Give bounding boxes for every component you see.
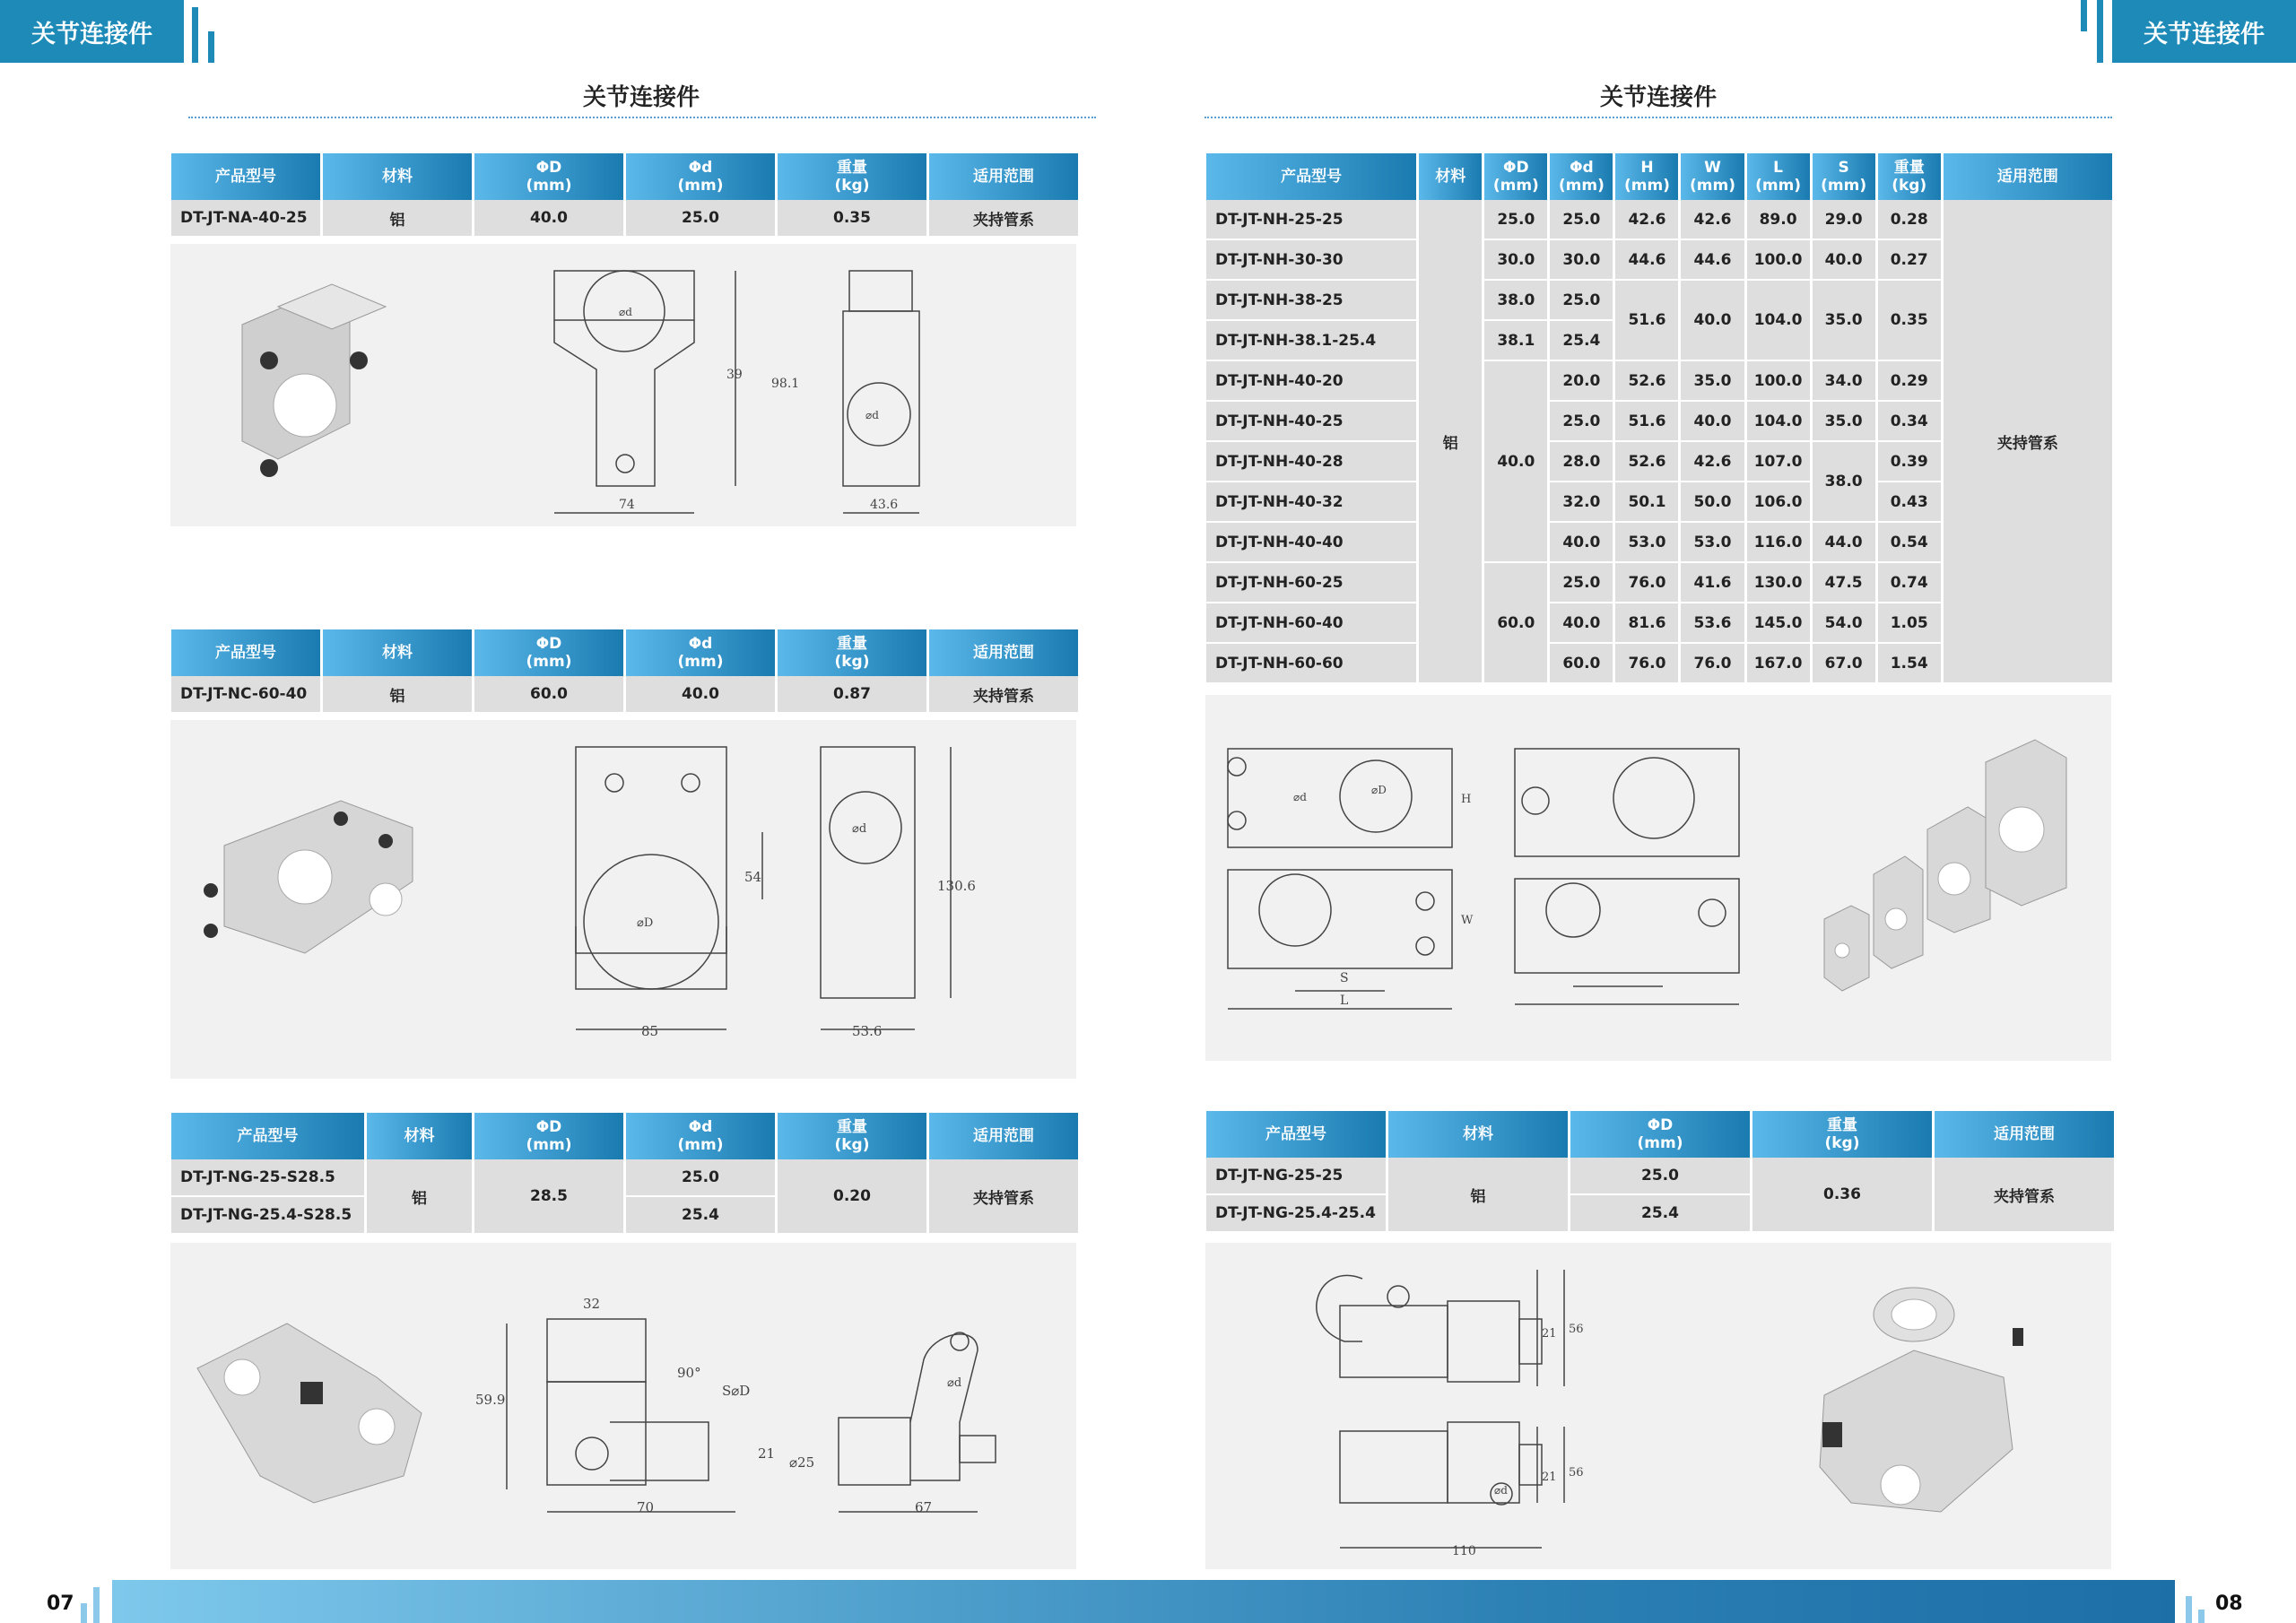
ng2-spec-table bbox=[1204, 1111, 2117, 1233]
table-cell-D: 40.0 bbox=[474, 200, 623, 238]
table-cell-weight: 0.27 bbox=[1878, 240, 1941, 281]
table-cell-S: 54.0 bbox=[1813, 603, 1875, 644]
nh-dim-D: ⌀D bbox=[1371, 784, 1387, 796]
table-cell-L: 100.0 bbox=[1747, 361, 1810, 402]
table-cell-d: 25.4 bbox=[1550, 321, 1613, 361]
right-title-divider bbox=[1205, 117, 2112, 118]
table-cell-weight: 0.36 bbox=[1752, 1158, 1932, 1233]
nh-drawing-panel bbox=[1205, 695, 2111, 1061]
table-cell-L: 104.0 bbox=[1747, 281, 1810, 361]
col-header-D: ΦD (mm) bbox=[474, 629, 623, 676]
table-cell-d: 25.0 bbox=[626, 1159, 775, 1197]
ng-dim-angle: 90° bbox=[677, 1365, 701, 1381]
table-cell-L: 116.0 bbox=[1747, 523, 1810, 563]
footer-bar bbox=[112, 1580, 2175, 1623]
col-header-weight: 重量 (kg) bbox=[778, 629, 926, 676]
header-accent-bar bbox=[2081, 0, 2087, 31]
table-cell-material: 铝 bbox=[1419, 200, 1482, 684]
table-cell-L: 106.0 bbox=[1747, 482, 1810, 523]
ng-spec-table bbox=[169, 1113, 1081, 1235]
table-cell-material: 铝 bbox=[367, 1159, 472, 1235]
table-cell-d: 28.0 bbox=[1550, 442, 1613, 482]
table-cell-model: DT-JT-NH-60-25 bbox=[1206, 563, 1416, 603]
nh-dim-L: L bbox=[1340, 994, 1349, 1008]
ng2-product-render bbox=[1820, 1288, 2023, 1512]
table-cell-D: 30.0 bbox=[1484, 240, 1547, 281]
header-accent-bar bbox=[208, 31, 214, 63]
table-cell-H: 51.6 bbox=[1615, 402, 1678, 442]
table-cell-W: 40.0 bbox=[1681, 281, 1744, 361]
col-header-model: 产品型号 bbox=[1206, 153, 1416, 200]
table-cell-model: DT-JT-NG-25.4-25.4 bbox=[1206, 1195, 1386, 1233]
table-cell-W: 50.0 bbox=[1681, 482, 1744, 523]
table-cell-L: 130.0 bbox=[1747, 563, 1810, 603]
col-header-model: 产品型号 bbox=[171, 153, 320, 200]
table-cell-H: 51.6 bbox=[1615, 281, 1678, 361]
ng2-dim-h1: 21 bbox=[1542, 1327, 1557, 1341]
ng2-technical-drawing bbox=[1205, 1243, 2111, 1569]
table-cell-model: DT-JT-NH-40-32 bbox=[1206, 482, 1416, 523]
table-cell-W: 53.0 bbox=[1681, 523, 1744, 563]
nc-spec-table bbox=[169, 629, 1081, 714]
table-cell-usage: 夹持管系 bbox=[929, 200, 1078, 238]
nh-dim-H: H bbox=[1461, 793, 1472, 806]
table-cell-S: 34.0 bbox=[1813, 361, 1875, 402]
table-cell-L: 89.0 bbox=[1747, 200, 1810, 240]
na-dim-d: ⌀d bbox=[619, 306, 632, 318]
table-cell-model: DT-JT-NH-40-20 bbox=[1206, 361, 1416, 402]
table-cell-H: 52.6 bbox=[1615, 442, 1678, 482]
ng-dim-d25: ⌀25 bbox=[789, 1454, 815, 1471]
ng-technical-drawing bbox=[170, 1243, 1076, 1569]
nh-technical-drawing bbox=[1205, 695, 2111, 1061]
left-header-tab: 关节连接件 bbox=[0, 0, 184, 63]
table-cell-model: DT-JT-NG-25.4-S28.5 bbox=[171, 1197, 364, 1235]
table-cell-material: 铝 bbox=[323, 200, 472, 238]
col-header-L: L (mm) bbox=[1747, 153, 1810, 200]
table-cell-W: 42.6 bbox=[1681, 442, 1744, 482]
ng-dim-w2: 67 bbox=[915, 1499, 933, 1515]
col-header-weight: 重量 (kg) bbox=[778, 1113, 926, 1159]
table-cell-H: 52.6 bbox=[1615, 361, 1678, 402]
na-technical-drawing bbox=[170, 244, 1076, 526]
footer-accent-bar bbox=[93, 1587, 100, 1623]
footer-accent-bar bbox=[2198, 1610, 2205, 1623]
table-cell-S: 67.0 bbox=[1813, 644, 1875, 684]
table-cell-D: 60.0 bbox=[474, 676, 623, 714]
col-header-D: ΦD (mm) bbox=[474, 1113, 623, 1159]
table-cell-d: 25.4 bbox=[626, 1197, 775, 1235]
table-cell-d: 25.0 bbox=[1550, 402, 1613, 442]
table-cell-model: DT-JT-NH-38.1-25.4 bbox=[1206, 321, 1416, 361]
footer-accent-bar bbox=[2186, 1596, 2192, 1623]
table-cell-weight: 0.35 bbox=[1878, 281, 1941, 361]
table-cell-H: 76.0 bbox=[1615, 644, 1678, 684]
col-header-model: 产品型号 bbox=[171, 1113, 364, 1159]
table-cell-weight: 0.20 bbox=[778, 1159, 926, 1235]
nc-dim-h2: 130.6 bbox=[937, 878, 976, 894]
table-cell-model: DT-JT-NH-30-30 bbox=[1206, 240, 1416, 281]
col-header-d: Φd (mm) bbox=[626, 1113, 775, 1159]
table-cell-S: 47.5 bbox=[1813, 563, 1875, 603]
table-cell-weight: 1.54 bbox=[1878, 644, 1941, 684]
table-cell-model: DT-JT-NH-60-40 bbox=[1206, 603, 1416, 644]
nc-drawing-panel bbox=[170, 720, 1076, 1079]
table-cell-D: 40.0 bbox=[1484, 361, 1547, 563]
table-cell-model: DT-JT-NH-40-25 bbox=[1206, 402, 1416, 442]
col-header-material: 材料 bbox=[367, 1113, 472, 1159]
col-header-d: Φd (mm) bbox=[1550, 153, 1613, 200]
table-cell-S: 38.0 bbox=[1813, 442, 1875, 523]
table-cell-weight: 0.54 bbox=[1878, 523, 1941, 563]
col-header-model: 产品型号 bbox=[1206, 1111, 1386, 1158]
table-cell-S: 29.0 bbox=[1813, 200, 1875, 240]
table-cell-W: 53.6 bbox=[1681, 603, 1744, 644]
nc-dim-w2: 53.6 bbox=[852, 1023, 883, 1039]
nc-dim-h1: 54 bbox=[744, 869, 762, 885]
table-cell-L: 107.0 bbox=[1747, 442, 1810, 482]
table-cell-H: 42.6 bbox=[1615, 200, 1678, 240]
ng-dim-w: 70 bbox=[637, 1499, 655, 1515]
ng2-dim-w: 110 bbox=[1452, 1544, 1476, 1558]
col-header-weight: 重量 (kg) bbox=[1878, 153, 1941, 200]
table-cell-L: 100.0 bbox=[1747, 240, 1810, 281]
nh-spec-table bbox=[1204, 153, 2115, 684]
na-dim-h1: 39 bbox=[726, 368, 743, 382]
table-cell-H: 44.6 bbox=[1615, 240, 1678, 281]
table-cell-usage: 夹持管系 bbox=[1935, 1158, 2114, 1233]
table-cell-model: DT-JT-NH-60-60 bbox=[1206, 644, 1416, 684]
table-cell-d: 25.0 bbox=[1550, 563, 1613, 603]
table-cell-weight: 1.05 bbox=[1878, 603, 1941, 644]
table-cell-W: 44.6 bbox=[1681, 240, 1744, 281]
table-cell-W: 35.0 bbox=[1681, 361, 1744, 402]
table-cell-weight: 0.34 bbox=[1878, 402, 1941, 442]
ng-dim-sd: S⌀D bbox=[722, 1383, 751, 1399]
table-cell-D: 25.0 bbox=[1484, 200, 1547, 240]
nc-technical-drawing bbox=[170, 720, 1076, 1079]
table-cell-model: DT-JT-NH-38-25 bbox=[1206, 281, 1416, 321]
table-cell-usage: 夹持管系 bbox=[929, 676, 1078, 714]
table-cell-usage: 夹持管系 bbox=[929, 1159, 1078, 1235]
col-header-material: 材料 bbox=[1419, 153, 1482, 200]
table-cell-D: 60.0 bbox=[1484, 563, 1547, 684]
table-cell-W: 41.6 bbox=[1681, 563, 1744, 603]
col-header-usage: 适用范围 bbox=[929, 1113, 1078, 1159]
table-cell-material: 铝 bbox=[323, 676, 472, 714]
table-cell-usage: 夹持管系 bbox=[1944, 200, 2112, 684]
table-cell-model: DT-JT-NH-40-40 bbox=[1206, 523, 1416, 563]
nh-dim-d: ⌀d bbox=[1293, 791, 1307, 803]
na-dim-d2: ⌀d bbox=[865, 409, 879, 421]
table-cell-D: 38.1 bbox=[1484, 321, 1547, 361]
table-cell-model: DT-JT-NA-40-25 bbox=[171, 200, 320, 238]
col-header-material: 材料 bbox=[323, 153, 472, 200]
table-cell-weight: 0.87 bbox=[778, 676, 926, 714]
ng-dim-h: 59.9 bbox=[475, 1392, 506, 1408]
col-header-d: Φd (mm) bbox=[626, 629, 775, 676]
table-cell-weight: 0.43 bbox=[1878, 482, 1941, 523]
table-cell-d: 25.0 bbox=[1550, 200, 1613, 240]
table-cell-d: 20.0 bbox=[1550, 361, 1613, 402]
col-header-model: 产品型号 bbox=[171, 629, 320, 676]
na-spec-table bbox=[169, 153, 1081, 238]
left-title-divider bbox=[188, 117, 1096, 118]
col-header-d: Φd (mm) bbox=[626, 153, 775, 200]
table-cell-H: 76.0 bbox=[1615, 563, 1678, 603]
table-cell-d: 30.0 bbox=[1550, 240, 1613, 281]
left-page-title: 关节连接件 bbox=[582, 84, 700, 111]
col-header-weight: 重量 (kg) bbox=[778, 153, 926, 200]
table-cell-D: 38.0 bbox=[1484, 281, 1547, 321]
col-header-D: ΦD (mm) bbox=[1570, 1111, 1750, 1158]
na-dim-w2: 43.6 bbox=[870, 498, 899, 512]
table-cell-d: 40.0 bbox=[1550, 603, 1613, 644]
nc-dim-D: ⌀D bbox=[637, 916, 654, 930]
table-cell-H: 81.6 bbox=[1615, 603, 1678, 644]
header-accent-bar bbox=[192, 7, 198, 63]
table-cell-weight: 0.74 bbox=[1878, 563, 1941, 603]
col-header-D: ΦD (mm) bbox=[1484, 153, 1547, 200]
col-header-usage: 适用范围 bbox=[1944, 153, 2112, 200]
col-header-material: 材料 bbox=[1388, 1111, 1568, 1158]
right-page-title: 关节连接件 bbox=[1599, 84, 1717, 111]
ng-drawing-panel bbox=[170, 1243, 1076, 1569]
table-cell-d: 25.0 bbox=[626, 200, 775, 238]
table-cell-S: 35.0 bbox=[1813, 402, 1875, 442]
table-cell-W: 42.6 bbox=[1681, 200, 1744, 240]
table-cell-model: DT-JT-NC-60-40 bbox=[171, 676, 320, 714]
table-cell-S: 35.0 bbox=[1813, 281, 1875, 361]
na-drawing-panel bbox=[170, 244, 1076, 526]
col-header-usage: 适用范围 bbox=[929, 629, 1078, 676]
table-cell-model: DT-JT-NH-40-28 bbox=[1206, 442, 1416, 482]
col-header-weight: 重量 (kg) bbox=[1752, 1111, 1932, 1158]
right-header-tab: 关节连接件 bbox=[2112, 0, 2296, 63]
na-dim-w: 74 bbox=[619, 498, 635, 512]
table-cell-H: 50.1 bbox=[1615, 482, 1678, 523]
ng-dim-d: ⌀d bbox=[947, 1376, 962, 1390]
ng2-drawing-panel bbox=[1205, 1243, 2111, 1569]
nh-dim-W: W bbox=[1461, 914, 1474, 927]
nh-dim-S: S bbox=[1340, 971, 1349, 985]
header-accent-bar bbox=[2097, 0, 2103, 63]
col-header-material: 材料 bbox=[323, 629, 472, 676]
nc-product-render bbox=[204, 801, 413, 953]
col-header-S: S (mm) bbox=[1813, 153, 1875, 200]
table-cell-L: 145.0 bbox=[1747, 603, 1810, 644]
ng2-dim-h2: 56 bbox=[1569, 1323, 1584, 1336]
col-header-D: ΦD (mm) bbox=[474, 153, 623, 200]
table-cell-L: 167.0 bbox=[1747, 644, 1810, 684]
table-cell-model: DT-JT-NG-25-S28.5 bbox=[171, 1159, 364, 1197]
nh-product-renders bbox=[1824, 740, 2066, 991]
table-cell-weight: 0.35 bbox=[778, 200, 926, 238]
table-cell-H: 53.0 bbox=[1615, 523, 1678, 563]
nc-dim-w: 85 bbox=[641, 1023, 659, 1039]
na-dim-h2: 98.1 bbox=[771, 377, 800, 391]
table-cell-d: 25.0 bbox=[1550, 281, 1613, 321]
table-cell-D: 28.5 bbox=[474, 1159, 623, 1235]
table-cell-S: 40.0 bbox=[1813, 240, 1875, 281]
col-header-usage: 适用范围 bbox=[929, 153, 1078, 200]
nc-dim-d: ⌀d bbox=[852, 822, 867, 836]
ng2-dim-h3: 21 bbox=[1542, 1471, 1557, 1484]
col-header-W: W (mm) bbox=[1681, 153, 1744, 200]
left-page-number: 07 bbox=[47, 1593, 74, 1615]
table-cell-model: DT-JT-NG-25-25 bbox=[1206, 1158, 1386, 1195]
ng-product-render bbox=[197, 1324, 422, 1503]
table-cell-W: 40.0 bbox=[1681, 402, 1744, 442]
col-header-H: H (mm) bbox=[1615, 153, 1678, 200]
table-cell-d: 60.0 bbox=[1550, 644, 1613, 684]
table-cell-model: DT-JT-NH-25-25 bbox=[1206, 200, 1416, 240]
ng-dim-top: 32 bbox=[583, 1296, 601, 1312]
ng2-dim-h4: 56 bbox=[1569, 1466, 1584, 1480]
col-header-usage: 适用范围 bbox=[1935, 1111, 2114, 1158]
na-product-render bbox=[242, 284, 386, 477]
table-cell-W: 76.0 bbox=[1681, 644, 1744, 684]
table-cell-weight: 0.28 bbox=[1878, 200, 1941, 240]
table-cell-L: 104.0 bbox=[1747, 402, 1810, 442]
table-cell-d: 32.0 bbox=[1550, 482, 1613, 523]
footer-accent-bar bbox=[81, 1603, 87, 1623]
table-cell-material: 铝 bbox=[1388, 1158, 1568, 1233]
table-cell-D: 25.4 bbox=[1570, 1195, 1750, 1233]
table-cell-d: 40.0 bbox=[626, 676, 775, 714]
ng-dim-h2: 21 bbox=[758, 1445, 776, 1462]
right-page-number: 08 bbox=[2215, 1593, 2243, 1615]
table-cell-d: 40.0 bbox=[1550, 523, 1613, 563]
table-cell-weight: 0.29 bbox=[1878, 361, 1941, 402]
ng2-dim-d: ⌀d bbox=[1494, 1484, 1508, 1497]
table-cell-weight: 0.39 bbox=[1878, 442, 1941, 482]
table-cell-S: 44.0 bbox=[1813, 523, 1875, 563]
table-cell-D: 25.0 bbox=[1570, 1158, 1750, 1195]
